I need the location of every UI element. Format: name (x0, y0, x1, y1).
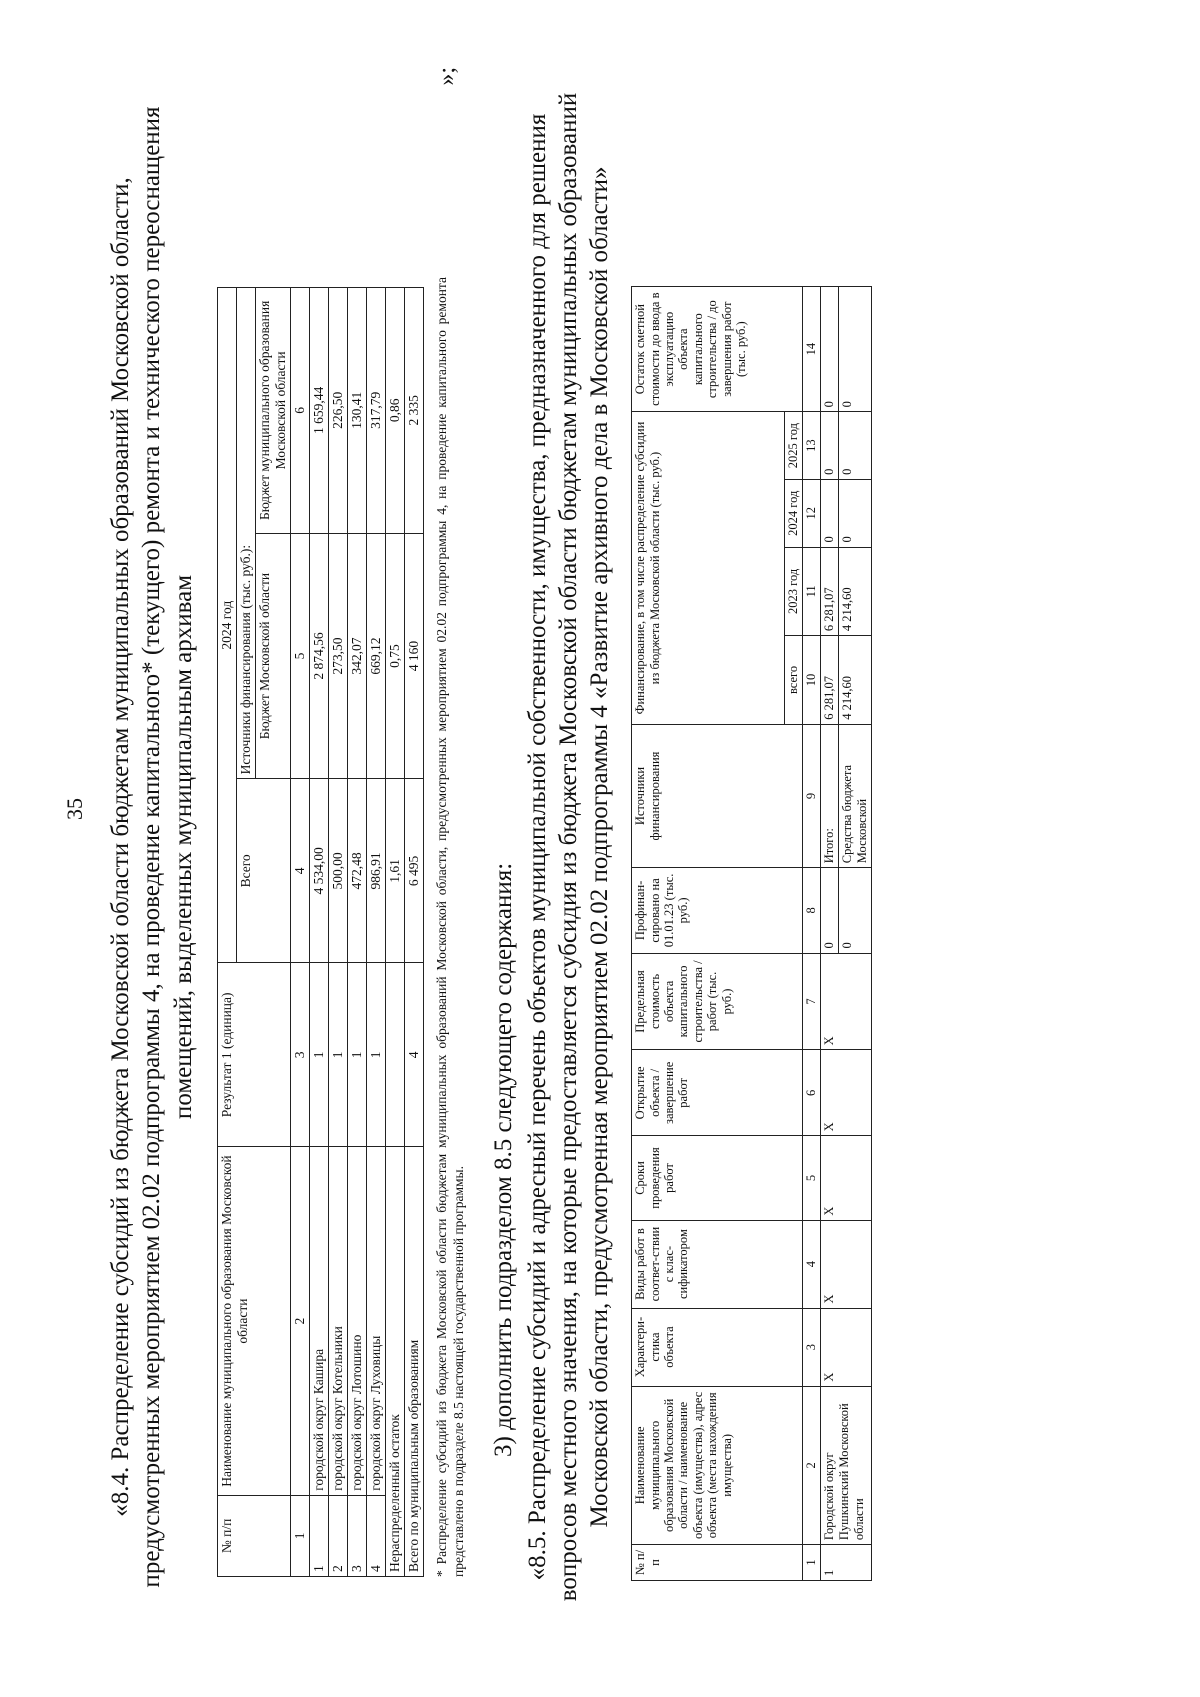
row-c7: Х (820, 953, 871, 1050)
row-mo: 273,50 (328, 533, 347, 779)
row-num: 1 (820, 1545, 871, 1581)
row-total: 4 534,00 (309, 779, 328, 963)
row-c12: 0 (838, 479, 871, 547)
row-result: 1 (347, 963, 366, 1147)
remainder-row (385, 288, 404, 1577)
row-c14: 0 (820, 287, 838, 412)
col-num: 10 (802, 636, 820, 725)
col-num: 7 (802, 953, 820, 1050)
col-num: 4 (290, 779, 309, 963)
header-num: № п/п (217, 1495, 290, 1576)
subsidy-distribution-table (217, 287, 424, 1577)
remainder-label: Нераспределенный остаток (385, 1147, 404, 1577)
remainder-result (385, 963, 404, 1147)
col-num: 6 (802, 1050, 820, 1136)
row-result: 1 (309, 963, 328, 1147)
column-numbers-row (802, 287, 820, 1581)
row-c5: Х (820, 1136, 871, 1220)
row-src-mo: Средства бюджета Московской (838, 724, 871, 868)
col-num: 2 (802, 1386, 820, 1545)
row-mo: 669,12 (366, 533, 385, 779)
row-name: городской округ Котельники (328, 1147, 347, 1495)
col-num: 5 (802, 1136, 820, 1220)
row-num: 2 (328, 1495, 347, 1576)
h-c3: Характери-стика объекта (632, 1308, 802, 1386)
section-8-4-heading: «8.4. Распределение субсидий из бюджета Московской области бюджетам муниципальных образований Московской области, предусмотренных мероприятием 02.02 подпрограммы 4, на проведение капитального* (текущего) ремонта и технического переоснащения помещений, выделенных муниципальным архивам (107, 106, 197, 1588)
h-c1: № п/п (632, 1545, 802, 1581)
col-num: 12 (802, 479, 820, 547)
h-c5: Сроки проведения работ (632, 1136, 802, 1220)
col-num: 6 (290, 288, 309, 534)
header-mo-budget: Бюджет Московской области (255, 533, 290, 779)
header-name: Наименование муниципального образования Московской области (217, 1147, 290, 1495)
col-num: 14 (802, 287, 820, 412)
h-c8: Профинан-сировано на 01.01.23 (тыс. руб.) (632, 868, 802, 953)
col-num: 2 (290, 1147, 309, 1495)
h-c9: Источники финансирования (632, 724, 802, 868)
row-c13: 0 (820, 412, 838, 480)
row-total: 500,00 (328, 779, 347, 963)
row-total: 986,91 (366, 779, 385, 963)
row-c4: Х (820, 1220, 871, 1308)
row-result: 1 (328, 963, 347, 1147)
h-c7: Предельная стоимость объекта капитального строительства / работ (тыс. руб.) (632, 953, 802, 1050)
table-row (347, 288, 366, 1577)
row-name: городской округ Кашира (309, 1147, 328, 1495)
row-num: 3 (347, 1495, 366, 1576)
row-c10: 6 281,07 (820, 636, 838, 725)
h-c13: 2025 год (785, 412, 802, 480)
column-numbers-row (290, 288, 309, 1577)
h-c10-13: Финансирование, в том числе распределение субсидии из бюджета Московской области (тыс. руб.) (632, 412, 785, 724)
row-c6: Х (820, 1050, 871, 1136)
h-c11: 2023 год (785, 547, 802, 636)
header-total: Всего (236, 779, 290, 963)
col-num: 8 (802, 868, 820, 953)
row-c3: Х (820, 1308, 871, 1386)
h-c4: Виды работ в соответ-ствии с клас-сификатором (632, 1220, 802, 1308)
grand-result: 4 (404, 963, 423, 1147)
header-year: 2024 год (217, 288, 236, 963)
remainder-mo: 0,75 (385, 533, 404, 779)
h-c6: Открытие объекта / завершение работ (632, 1050, 802, 1136)
table-row (366, 288, 385, 1577)
page-number: 35 (62, 798, 87, 820)
row-c8: 0 (838, 868, 871, 953)
col-num: 9 (802, 724, 820, 868)
row-mun: 1 659,44 (309, 288, 328, 534)
h-c10: всего (785, 636, 802, 725)
remainder-total: 1,61 (385, 779, 404, 963)
col-num: 4 (802, 1220, 820, 1308)
row-num: 1 (309, 1495, 328, 1576)
table-row (820, 287, 838, 1581)
row-num: 4 (366, 1495, 385, 1576)
col-num: 1 (802, 1545, 820, 1581)
grand-total-row (404, 288, 423, 1577)
col-num: 11 (802, 547, 820, 636)
section-8-5-heading: «8.5. Распределение субсидий и адресный перечень объектов муниципальной собственности, имущества, предназначенного для решения вопросов местного значения, на которые предоставляется субсидия из бюджета Московской области бюджетам муниципальных образований Московской области, предусмотренная мероприятием 02.02 подпрограммы 4 «Развитие архивного дела в Московской области» (523, 92, 613, 1602)
grand-total: 6 495 (404, 779, 423, 963)
row-mo: 2 874,56 (309, 533, 328, 779)
table-row (328, 288, 347, 1577)
grand-label: Всего по муниципальным образованиям (404, 1147, 423, 1577)
sheet-content (105, 47, 872, 1647)
col-num: 3 (802, 1308, 820, 1386)
row-name: Городской округ Пушкинский Московской области (820, 1386, 871, 1545)
col-num: 13 (802, 412, 820, 480)
row-mun: 226,50 (328, 288, 347, 534)
col-num: 1 (290, 1495, 309, 1576)
row-c11: 6 281,07 (820, 547, 838, 636)
row-mun: 130,41 (347, 288, 366, 534)
row-name: городской округ Лотошино (347, 1147, 366, 1495)
row-mo: 342,07 (347, 533, 366, 779)
header-mun-budget: Бюджет муниципального образования Московской области (255, 288, 290, 534)
row-total: 472,48 (347, 779, 366, 963)
row-c14: 0 (838, 287, 871, 412)
closing-quote: »; (433, 67, 460, 86)
row-c13: 0 (838, 412, 871, 480)
table-row (309, 288, 328, 1577)
objects-list-table (631, 286, 871, 1581)
row-c12: 0 (820, 479, 838, 547)
row-c8: 0 (820, 868, 838, 953)
row-name: городской округ Луховицы (366, 1147, 385, 1495)
row-src-total: Итого: (820, 724, 838, 868)
instruction-text: 3) дополнить подразделом 8.5 следующего содержания: (489, 862, 517, 1457)
col-num: 3 (290, 963, 309, 1147)
header-result: Результат 1 (единица) (217, 963, 290, 1147)
row-mun: 317,79 (366, 288, 385, 534)
row-c11: 4 214,60 (838, 547, 871, 636)
row-result: 1 (366, 963, 385, 1147)
h-c14: Остаток сметной стоимости до ввода в эксплуатацию объекта капитального строительства / до завершения работ (тыс. руб.) (632, 287, 802, 412)
h-c12: 2024 год (785, 479, 802, 547)
header-sources: Источники финансирования (тыс. руб.): (236, 288, 255, 779)
footnote: * Распределение субсидий из бюджета Московской области бюджетам муниципальных образований Московской области, предусмотренных мероприятием 02.02 подпрограммы 4, на проведение капитального ремонта представлено в подразделе 8.5 настоящей государственной программы. (433, 277, 466, 1577)
h-c2: Наименование муниципального образования Московской области / наименование объекта (имущества), адрес объекта (места нахождения имущества) (632, 1386, 802, 1545)
grand-mun: 2 335 (404, 288, 423, 534)
grand-mo: 4 160 (404, 533, 423, 779)
remainder-mun: 0,86 (385, 288, 404, 534)
row-c10: 4 214,60 (838, 636, 871, 725)
col-num: 5 (290, 533, 309, 779)
